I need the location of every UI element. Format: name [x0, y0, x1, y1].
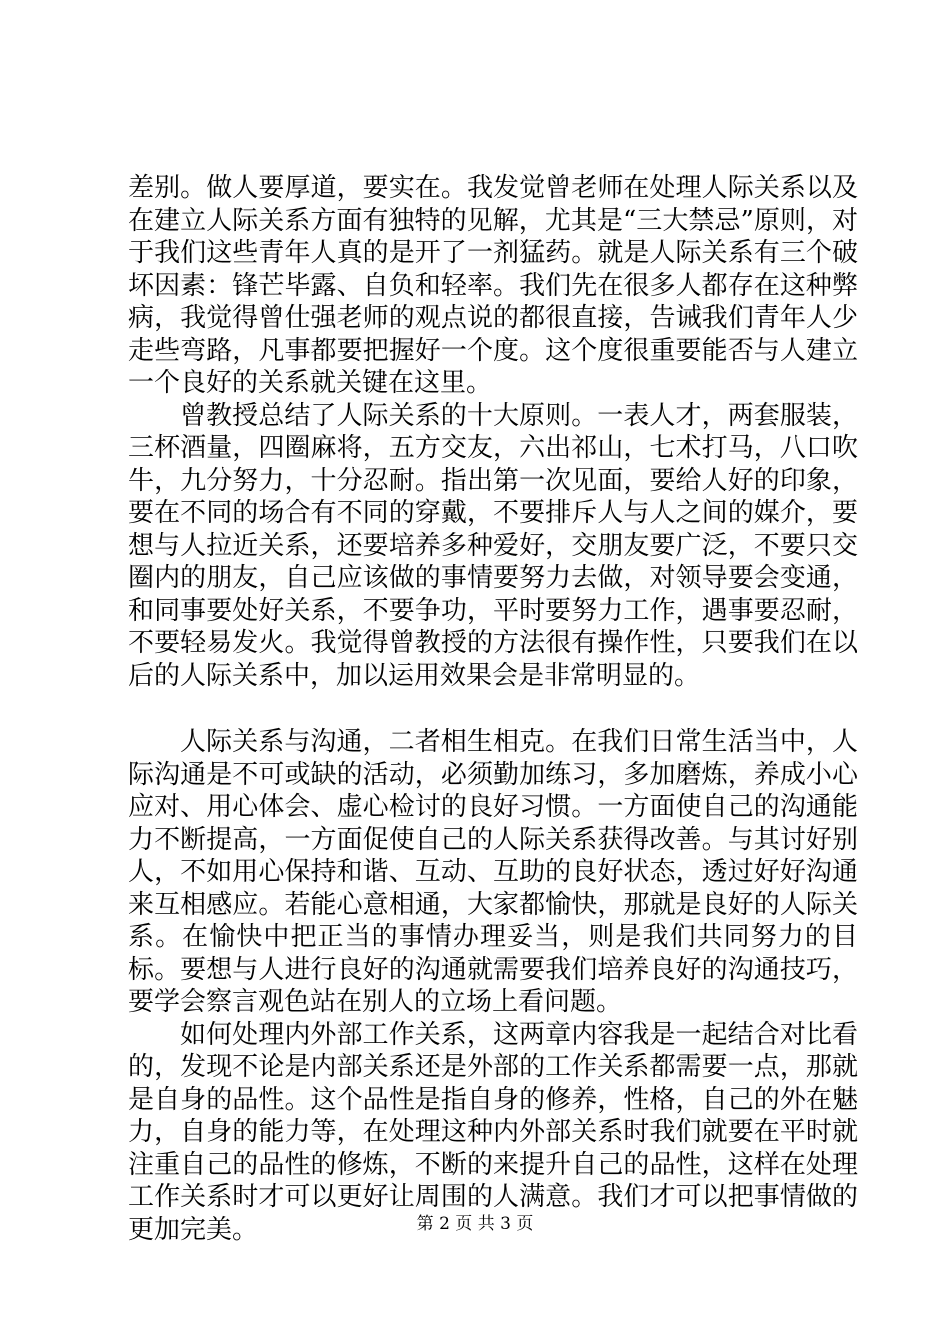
page-footer: 第 2 页 共 3 页: [416, 1214, 534, 1234]
document-body: [128, 172, 858, 1246]
paragraph-4: 如何处理内外部工作关系，这两章内容我是一起结合对比看的，发现不论是内部关系还是外部的工作关系都需要一点，那就是自身的品性。这个品性是指自身的修养，性格，自己的外在魅力，自身的能力等，在处理这种内外部关系时我们就要在平时就注重自己的品性的修炼，不断的来提升自己的品性，这样在处理工作关系时才可以更好让周围的人满意。我们才可以把事情做的更加完美。: [128, 1019, 858, 1245]
paragraph-2: 曾教授总结了人际关系的十大原则。一表人才，两套服装，三杯酒量，四圈麻将，五方交友，六出祁山，七术打马，八口吹牛，九分努力，十分忍耐。指出第一次见面，要给人好的印象，要在不同的场合有不同的穿戴，不要排斥人与人之间的媒介，要想与人拉近关系，还要培养多种爱好，交朋友要广泛，不要只交圈内的朋友，自己应该做的事情要努力去做，对领导要会变通，和同事要处好关系，不要争功，平时要努力工作，遇事要忍耐，不要轻易发火。我觉得曾教授的方法很有操作性，只要我们在以后的人际关系中，加以运用效果会是非常明显的。: [128, 400, 858, 691]
paragraph-1: 差别。做人要厚道，要实在。我发觉曾老师在处理人际关系以及在建立人际关系方面有独特的见解，尤其是“三大禁忌”原则，对于我们这些青年人真的是开了一剂猛药。就是人际关系有三个破坏因素：锋芒毕露、自负和轻率。我们先在很多人都存在这种弊病，我觉得曾仕强老师的观点说的都很直接，告诫我们青年人少走些弯路，凡事都要把握好一个度。这个度很重要能否与人建立一个良好的关系就关键在这里。: [128, 173, 858, 398]
paragraph-spacer: [128, 692, 858, 726]
paragraph-3: 人际关系与沟通，二者相生相克。在我们日常生活当中，人际沟通是不可或缺的活动，必须勤加练习，多加磨炼，养成小心应对、用心体会、虚心检讨的良好习惯。一方面使自己的沟通能力不断提高，一方面促使自己的人际关系获得改善。与其讨好别人，不如用心保持和谐、互动、互助的良好状态，透过好好沟通来互相感应。若能心意相通，大家都愉快，那就是良好的人际关系。在愉快中把正当的事情办理妥当，则是我们共同努力的目标。要想与人进行良好的沟通就需要我们培养良好的沟通技巧，要学会察言观色站在别人的立场上看问题。: [128, 727, 858, 1017]
